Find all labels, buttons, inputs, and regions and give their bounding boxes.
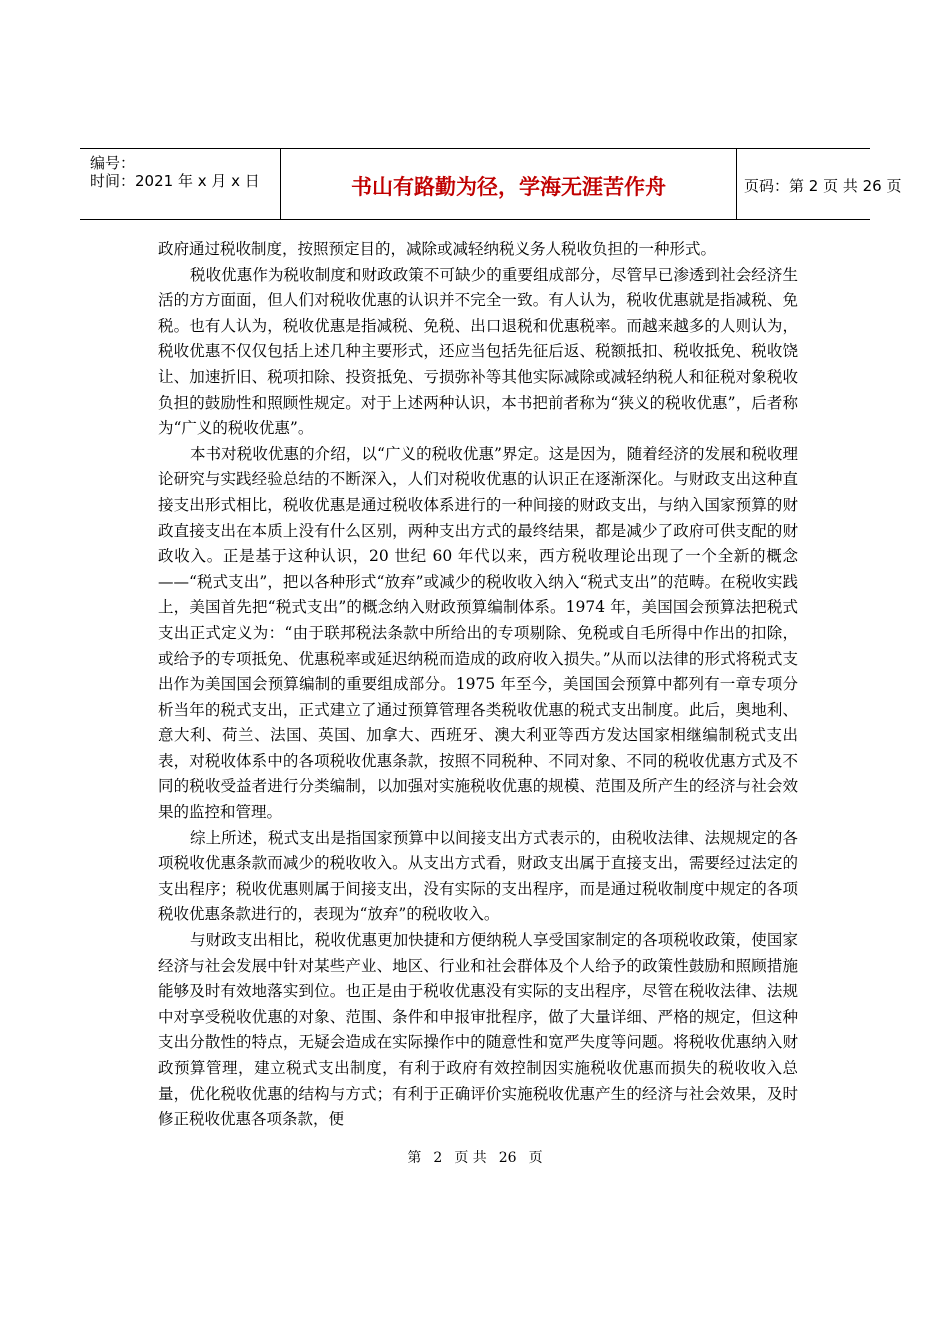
page-footer <box>0 1148 950 1168</box>
footer-page-mid: 页 共 <box>454 1150 487 1166</box>
header-motto: 书山有路勤为径，学海无涯苦作舟 <box>351 175 666 199</box>
footer-page-prefix: 第 <box>407 1150 422 1166</box>
header-right-cell <box>736 149 902 219</box>
page-header <box>80 148 902 220</box>
footer-page-number: 2 <box>433 1150 443 1166</box>
footer-page-suffix: 页 <box>528 1150 543 1166</box>
header-page-info: 页码：第 2 页 共 26 页 <box>744 177 902 195</box>
document-number-label: 编号： <box>90 154 136 172</box>
body-paragraph-3: 本书对税收优惠的介绍，以“广义的税收优惠”界定。这是因为，随着经济的发展和税收理论研究与实践经验总结的不断深入，人们对税收优惠的认识正在逐渐深化。与财政支出这种直接支出形式相比，税收优惠是通过税收体系进行的一种间接的财政支出，与纳入国家预算的财政直接支出在本质上没有什么区别，两种支出方式的最终结果，都是减少了政府可供支配的财政收入。正是基于这种认识，20 世纪 60 年代以来，西方税收理论出现了一个全新的概念——“税式支出”，把以各种形式“放弃”或减少的税收收入纳入“税式支出”的范畴。在税收实践上，美国首先把“税式支出”的概念纳入财政预算编制体系。1974 年，美国国会预算法把税式支出正式定义为：“由于联邦税法条款中所给出的专项剔除、免税或自毛所得中作出的扣除，或给予的专项抵免、优惠税率或延迟纳税而造成的政府收入损失。”从而以法律的形式将税式支出作为美国国会预算编制的重要组成部分。1975 年至今，美国国会预算中都列有一章专项分析当年的税式支出，正式建立了通过预算管理各类税收优惠的税式支出制度。此后，奥地利、意大利、荷兰、法国、英国、加拿大、西班牙、澳大利亚等西方发达国家相继编制税式支出表，对税收体系中的各项税收优惠条款，按照不同税种、不同对象、不同的税收优惠方式及不同的税收受益者进行分类编制，以加强对实施税收优惠的规模、范围及所产生的经济与社会效果的监控和管理。 <box>158 444 798 822</box>
body-paragraph-5: 与财政支出相比，税收优惠更加快捷和方便纳税人享受国家制定的各项税收政策，使国家经济与社会发展中针对某些产业、地区、行业和社会群体及个人给予的政策性鼓励和照顾措施能够及时有效地落实到位。也正是由于税收优惠没有实际的支出程序，尽管在税收法律、法规中对享受税收优惠的对象、范围、条件和申报审批程序，做了大量详细、严格的规定，但这种支出分散性的特点，无疑会造成在实际操作中的随意性和宽严失度等问题。将税收优惠纳入财政预算管理，建立税式支出制度，有利于政府有效控制因实施税收优惠而损失的税收收入总量，优化税收优惠的结构与方式；有利于正确评价实施税收优惠产生的经济与社会效果，及时修正税收优惠各项条款，便 <box>158 931 798 1129</box>
document-body <box>158 237 798 1133</box>
body-paragraph-4: 综上所述，税式支出是指国家预算中以间接支出方式表示的，由税收法律、法规规定的各项税收优惠条款而减少的税收收入。从支出方式看，财政支出属于直接支出，需要经过法定的支出程序；税收优惠则属于间接支出，没有实际的支出程序，而是通过税收制度中规定的各项税收优惠条款进行的，表现为“放弃”的税收收入。 <box>158 828 798 924</box>
footer-total-pages: 26 <box>498 1150 517 1166</box>
header-left-cell <box>80 149 280 219</box>
body-paragraph-1: 政府通过税收制度，按照预定目的，减除或减轻纳税义务人税收负担的一种形式。 <box>158 240 717 258</box>
body-paragraph-2: 税收优惠作为税收制度和财政政策不可缺少的重要组成部分，尽管早已渗透到社会经济生活的方方面面，但人们对税收优惠的认识并不完全一致。有人认为，税收优惠就是指减税、免税。也有人认为，税收优惠是指减税、免税、出口退税和优惠税率。而越来越多的人则认为，税收优惠不仅仅包括上述几种主要形式，还应当包括先征后返、税额抵扣、税收抵免、税收饶让、加速折旧、税项扣除、投资抵免、亏损弥补等其他实际减除或减轻纳税人和征税对象税收负担的鼓励性和照顾性规定。对于上述两种认识，本书把前者称为“狭义的税收优惠”，后者称为“广义的税收优惠”。 <box>158 265 798 438</box>
document-date: 时间：2021 年 x 月 x 日 <box>90 172 260 190</box>
header-middle-cell <box>280 149 737 219</box>
